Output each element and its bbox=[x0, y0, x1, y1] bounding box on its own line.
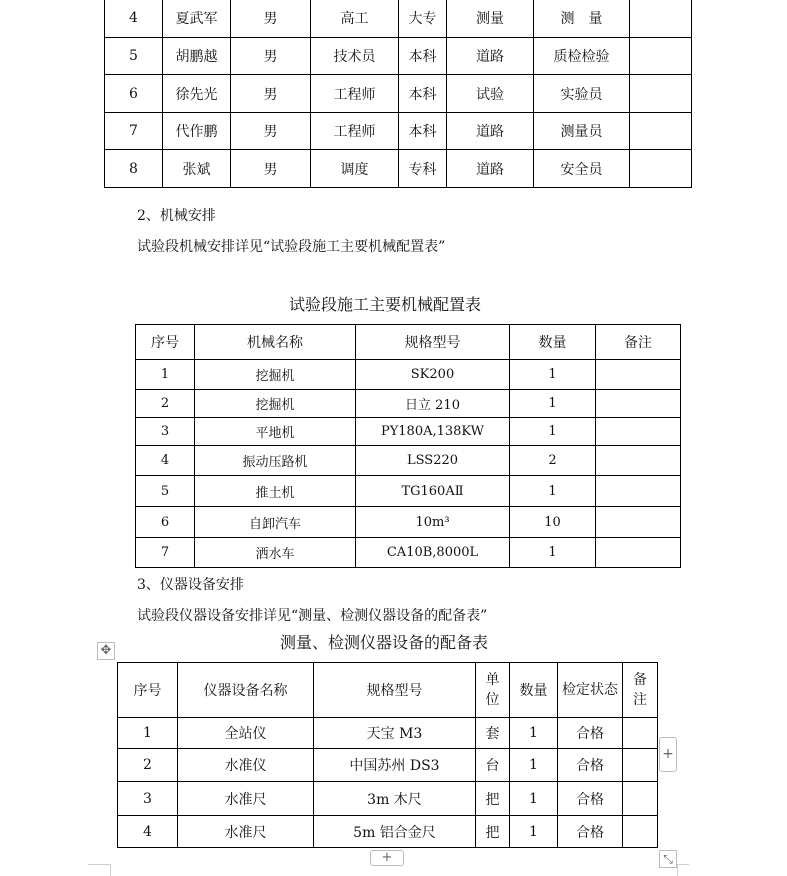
table-row bbox=[136, 418, 681, 446]
table-cell: 套 bbox=[476, 718, 510, 749]
page-margin-mark-right-h bbox=[677, 864, 689, 865]
table-cell: 测 量 bbox=[534, 0, 630, 38]
column-header: 序号 bbox=[136, 325, 195, 360]
page-margin-mark-left-h bbox=[88, 864, 110, 865]
table-cell: 大专 bbox=[399, 0, 447, 38]
table-cell: 张斌 bbox=[163, 150, 231, 188]
table-cell: 5m 铝合金尺 bbox=[314, 816, 476, 848]
table-cell bbox=[596, 360, 681, 390]
table-row bbox=[136, 446, 681, 476]
table-cell: 本科 bbox=[399, 75, 447, 113]
table-cell: 把 bbox=[476, 816, 510, 848]
table-cell: LSS220 bbox=[356, 446, 510, 476]
table-cell: 水准尺 bbox=[178, 816, 314, 848]
table-row bbox=[136, 360, 681, 390]
table-cell: 合格 bbox=[558, 782, 623, 816]
table-cell: 1 bbox=[510, 538, 596, 568]
table-cell: 安全员 bbox=[534, 150, 630, 188]
table-cell: PY180A,138KW bbox=[356, 418, 510, 446]
table-cell: 1 bbox=[510, 476, 596, 507]
table-cell bbox=[630, 75, 692, 113]
table-cell: 1 bbox=[510, 418, 596, 446]
table-row bbox=[105, 0, 692, 38]
table-cell: 2 bbox=[510, 446, 596, 476]
table-cell: 振动压路机 bbox=[195, 446, 356, 476]
table-cell: 3m 木尺 bbox=[314, 782, 476, 816]
table-cell bbox=[623, 718, 658, 749]
table-cell: 实验员 bbox=[534, 75, 630, 113]
machinery-text: 试验段机械安排详见“试验段施工主要机械配置表” bbox=[137, 239, 446, 255]
table-cell: 天宝 M3 bbox=[314, 718, 476, 749]
table-cell: 3 bbox=[118, 782, 178, 816]
table-cell: 1 bbox=[510, 718, 558, 749]
table-cell: 1 bbox=[510, 360, 596, 390]
table-cell: 1 bbox=[510, 749, 558, 782]
table-cell: 道路 bbox=[447, 38, 534, 75]
table-cell bbox=[596, 390, 681, 418]
table-cell: 4 bbox=[136, 446, 195, 476]
table-cell bbox=[596, 476, 681, 507]
table-cell: 4 bbox=[118, 816, 178, 848]
table-cell: 胡鹏越 bbox=[163, 38, 231, 75]
table-move-handle-icon[interactable]: ✥ bbox=[97, 642, 115, 660]
table-cell: 8 bbox=[105, 150, 163, 188]
column-header: 备注 bbox=[596, 325, 681, 360]
table-cell bbox=[596, 446, 681, 476]
table-cell: 男 bbox=[231, 150, 311, 188]
table-cell: 试验 bbox=[447, 75, 534, 113]
column-header: 数量 bbox=[510, 663, 558, 718]
table-cell bbox=[596, 418, 681, 446]
table-cell: 工程师 bbox=[311, 75, 399, 113]
table-cell: 质检检验 bbox=[534, 38, 630, 75]
table-cell: 本科 bbox=[399, 113, 447, 150]
table-row bbox=[105, 38, 692, 75]
page-margin-mark-right bbox=[677, 864, 678, 876]
table-cell: 4 bbox=[105, 0, 163, 38]
table-cell: 6 bbox=[105, 75, 163, 113]
table-cell: 7 bbox=[136, 538, 195, 568]
table-row bbox=[136, 390, 681, 418]
add-row-button[interactable]: + bbox=[370, 850, 404, 866]
table-cell: 推土机 bbox=[195, 476, 356, 507]
table-cell: 1 bbox=[510, 390, 596, 418]
table-cell: 挖掘机 bbox=[195, 390, 356, 418]
table-cell: 1 bbox=[510, 816, 558, 848]
table-cell: 工程师 bbox=[311, 113, 399, 150]
table-cell bbox=[623, 816, 658, 848]
table-cell: 洒水车 bbox=[195, 538, 356, 568]
table-row bbox=[136, 538, 681, 568]
table-cell: 把 bbox=[476, 782, 510, 816]
table-cell: 2 bbox=[136, 390, 195, 418]
table-cell: 全站仪 bbox=[178, 718, 314, 749]
table-cell: 台 bbox=[476, 749, 510, 782]
column-header: 单位 bbox=[476, 663, 510, 718]
table-cell: 专科 bbox=[399, 150, 447, 188]
table-cell: 技术员 bbox=[311, 38, 399, 75]
table-cell: 水准仪 bbox=[178, 749, 314, 782]
column-header: 仪器设备名称 bbox=[178, 663, 314, 718]
table-row bbox=[118, 749, 658, 782]
table-header-row bbox=[118, 663, 658, 718]
table-cell: 代作鹏 bbox=[163, 113, 231, 150]
table-cell: 6 bbox=[136, 507, 195, 538]
table-cell: 调度 bbox=[311, 150, 399, 188]
table-cell: 本科 bbox=[399, 38, 447, 75]
column-header: 机械名称 bbox=[195, 325, 356, 360]
table-cell: 合格 bbox=[558, 816, 623, 848]
table-cell: 日立 210 bbox=[356, 390, 510, 418]
table-cell: 男 bbox=[231, 38, 311, 75]
column-header: 规格型号 bbox=[356, 325, 510, 360]
table-cell: 自卸汽车 bbox=[195, 507, 356, 538]
table-row bbox=[118, 718, 658, 749]
table-resize-icon[interactable]: ⤡ bbox=[659, 850, 677, 868]
column-header: 数量 bbox=[510, 325, 596, 360]
table-cell: 平地机 bbox=[195, 418, 356, 446]
table-cell bbox=[630, 113, 692, 150]
table-row bbox=[118, 816, 658, 848]
table-cell bbox=[630, 38, 692, 75]
table-cell bbox=[623, 749, 658, 782]
table-cell: 测量员 bbox=[534, 113, 630, 150]
instrument-table bbox=[117, 662, 658, 848]
table-cell: 10m³ bbox=[356, 507, 510, 538]
table-cell: 2 bbox=[118, 749, 178, 782]
table-cell: 水准尺 bbox=[178, 782, 314, 816]
table-row bbox=[105, 75, 692, 113]
column-header: 序号 bbox=[118, 663, 178, 718]
table-cell: 7 bbox=[105, 113, 163, 150]
table-cell: 男 bbox=[231, 75, 311, 113]
table-cell bbox=[596, 507, 681, 538]
table-cell bbox=[596, 538, 681, 568]
machinery-table bbox=[135, 324, 681, 568]
table-cell: 男 bbox=[231, 113, 311, 150]
machinery-heading: 2、机械安排 bbox=[137, 208, 216, 224]
table-cell: TG160AⅡ bbox=[356, 476, 510, 507]
table-cell: 合格 bbox=[558, 718, 623, 749]
instrument-heading: 3、仪器设备安排 bbox=[137, 577, 244, 593]
table-row bbox=[105, 113, 692, 150]
machinery-table-caption: 试验段施工主要机械配置表 bbox=[289, 295, 482, 314]
table-cell: 男 bbox=[231, 0, 311, 38]
table-cell: 测量 bbox=[447, 0, 534, 38]
table-cell bbox=[623, 782, 658, 816]
instrument-table-caption: 测量、检测仪器设备的配备表 bbox=[280, 633, 489, 652]
table-cell: SK200 bbox=[356, 360, 510, 390]
table-cell: 1 bbox=[118, 718, 178, 749]
table-cell: 中国苏州 DS3 bbox=[314, 749, 476, 782]
table-header-row bbox=[136, 325, 681, 360]
table-cell: 1 bbox=[136, 360, 195, 390]
table-cell: 道路 bbox=[447, 113, 534, 150]
table-cell: 5 bbox=[105, 38, 163, 75]
table-cell: 夏武军 bbox=[163, 0, 231, 38]
table-cell: 道路 bbox=[447, 150, 534, 188]
table-cell: 合格 bbox=[558, 749, 623, 782]
column-header: 规格型号 bbox=[314, 663, 476, 718]
table-cell: 1 bbox=[510, 782, 558, 816]
table-cell: CA10B,8000L bbox=[356, 538, 510, 568]
staff-table bbox=[104, 0, 692, 188]
table-row bbox=[118, 782, 658, 816]
page-margin-mark-left bbox=[110, 864, 111, 876]
table-cell: 10 bbox=[510, 507, 596, 538]
table-cell: 5 bbox=[136, 476, 195, 507]
table-cell: 3 bbox=[136, 418, 195, 446]
column-header: 备注 bbox=[623, 663, 658, 718]
table-row bbox=[136, 507, 681, 538]
table-cell bbox=[630, 150, 692, 188]
column-header: 检定状态 bbox=[558, 663, 623, 718]
table-row bbox=[105, 150, 692, 188]
add-column-button[interactable]: + bbox=[659, 737, 677, 772]
table-cell: 挖掘机 bbox=[195, 360, 356, 390]
table-row bbox=[136, 476, 681, 507]
table-cell: 徐先光 bbox=[163, 75, 231, 113]
table-cell: 高工 bbox=[311, 0, 399, 38]
instrument-text: 试验段仪器设备安排详见“测量、检测仪器设备的配备表” bbox=[137, 608, 488, 624]
table-cell bbox=[630, 0, 692, 38]
